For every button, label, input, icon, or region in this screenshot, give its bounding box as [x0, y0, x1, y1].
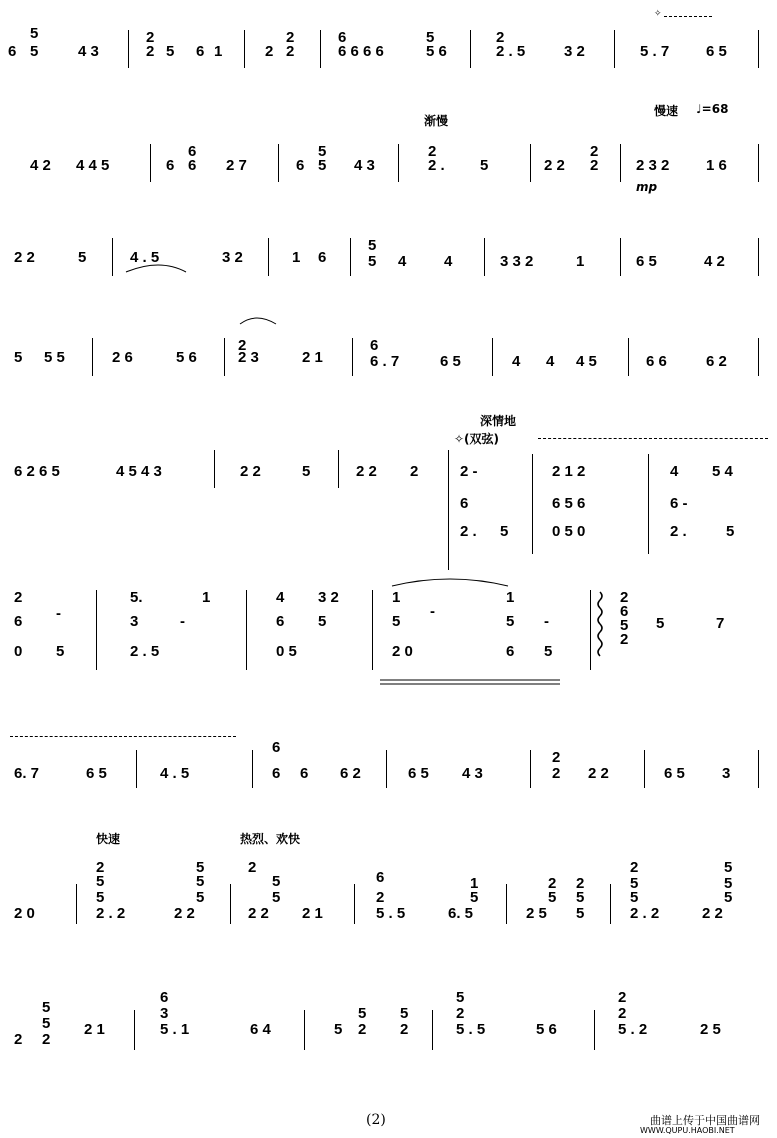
note-group: 5	[576, 889, 585, 906]
note-group: 2	[590, 157, 599, 174]
note-group: -	[430, 603, 435, 620]
note-group: 5 4	[712, 463, 733, 480]
expression-label: 深情地	[480, 414, 517, 428]
note-group: 2 2	[14, 249, 35, 266]
note-group: 2 2	[702, 905, 723, 922]
note-group: 1	[470, 875, 479, 892]
note-group: 5	[426, 29, 435, 46]
note-group: 5	[358, 1005, 367, 1022]
note-group: 2	[630, 859, 639, 876]
note-group: 4 . 5	[130, 249, 160, 266]
note-group: 4 3	[78, 43, 99, 60]
note-group: 5	[78, 249, 87, 266]
note-group: 2 3	[238, 349, 259, 366]
note-group: 5	[42, 999, 51, 1016]
note-group: 5 6	[426, 43, 447, 60]
note-group: 1	[506, 589, 515, 606]
note-group: 1	[292, 249, 301, 266]
note-group: 6 5	[408, 765, 429, 782]
note-group: 4 3	[354, 157, 375, 174]
note-group: 6. 5	[448, 905, 474, 922]
note-group: 2 . 5	[130, 643, 160, 660]
note-group: 4	[546, 353, 555, 370]
note-group: 5	[576, 905, 585, 922]
tempo-mark: ♩=68	[696, 102, 729, 116]
note-group: 4	[444, 253, 453, 270]
note-group: 2	[286, 43, 295, 60]
note-group: 2 .	[428, 157, 445, 174]
note-group: 2	[618, 989, 627, 1006]
dynamic-mark: mp	[636, 180, 658, 194]
note-group: 2	[14, 589, 23, 606]
note-group: 2	[14, 1031, 23, 1048]
note-group: 2	[146, 29, 155, 46]
note-group: 0 5	[276, 643, 297, 660]
note-group: 5	[302, 463, 311, 480]
note-group: 5	[368, 237, 377, 254]
note-group: 2	[548, 875, 557, 892]
note-group: 5	[620, 617, 629, 634]
note-group: 3 3 2	[500, 253, 534, 270]
note-group: 6 . 7	[370, 353, 400, 370]
note-group: 6. 7	[14, 765, 40, 782]
note-group: 2 -	[460, 463, 478, 480]
technique-label: ✧(双弦)	[454, 432, 500, 446]
note-group: 0 5 0	[552, 523, 586, 540]
note-group: 4	[670, 463, 679, 480]
note-group: 5	[30, 43, 39, 60]
note-group: 2 2	[356, 463, 377, 480]
note-group: 2	[590, 143, 599, 160]
note-group: 5 . 7	[640, 43, 670, 60]
note-group: 6 5	[86, 765, 107, 782]
note-group: 5	[456, 989, 465, 1006]
note-group: 5	[400, 1005, 409, 1022]
note-group: 5	[630, 889, 639, 906]
note-group: 3	[130, 613, 139, 630]
note-group: 6	[188, 157, 197, 174]
note-group: 5	[30, 25, 39, 42]
note-group: 2 0	[14, 905, 35, 922]
note-group: 6 -	[670, 495, 688, 512]
note-group: 2 3 2	[636, 157, 670, 174]
note-group: 5	[166, 43, 175, 60]
note-group: 2 5	[526, 905, 547, 922]
note-group: 5	[318, 157, 327, 174]
note-group: 2	[620, 631, 629, 648]
note-group: 6	[14, 613, 23, 630]
note-group: 6	[338, 29, 347, 46]
note-group: 5	[196, 859, 205, 876]
note-group: 1	[202, 589, 211, 606]
note-group: 6	[196, 43, 205, 60]
note-group: 2 . 5	[496, 43, 526, 60]
note-group: 2 5	[700, 1021, 721, 1038]
note-group: 2	[552, 765, 561, 782]
note-group: 2 . 2	[630, 905, 660, 922]
note-group: 5.	[130, 589, 143, 606]
note-group: 2	[376, 889, 385, 906]
note-group: 5	[470, 889, 479, 906]
note-group: 2 1 2	[552, 463, 586, 480]
note-group: 5	[196, 889, 205, 906]
note-group: 2	[400, 1021, 409, 1038]
note-group: 2 1	[84, 1021, 105, 1038]
note-group: 2	[248, 859, 257, 876]
note-group: 4 5	[576, 353, 597, 370]
note-group: 5	[726, 523, 735, 540]
note-group: 5	[96, 873, 105, 890]
note-group: 4 . 5	[160, 765, 190, 782]
note-group: 3 2	[564, 43, 585, 60]
note-group: 6 2	[706, 353, 727, 370]
note-group: 5	[544, 643, 553, 660]
note-group: 2	[576, 875, 585, 892]
note-group: 4 3	[462, 765, 483, 782]
note-group: 2	[96, 859, 105, 876]
expression-label: 热烈、欢快	[240, 832, 301, 846]
note-group: 1 6	[706, 157, 727, 174]
note-group: 6	[370, 337, 379, 354]
note-group: 6	[318, 249, 327, 266]
tempo-label: 渐慢	[424, 114, 449, 128]
note-group: 5 6	[536, 1021, 557, 1038]
note-group: 5	[368, 253, 377, 270]
note-group: 2	[428, 143, 437, 160]
note-group: 2	[358, 1021, 367, 1038]
note-group: 6	[460, 495, 469, 512]
note-group: 2 0	[392, 643, 413, 660]
note-group: 3 2	[318, 589, 339, 606]
note-group: 6 5 6	[552, 495, 586, 512]
note-group: 5 6	[176, 349, 197, 366]
note-group: 4	[398, 253, 407, 270]
note-group: 2	[42, 1031, 51, 1048]
note-group: 2	[496, 29, 505, 46]
note-group: 2 2	[544, 157, 565, 174]
note-group: 2 2	[174, 905, 195, 922]
note-group: 0	[14, 643, 23, 660]
note-group: 6	[272, 765, 281, 782]
note-group: 6	[376, 869, 385, 886]
note-group: 4	[276, 589, 285, 606]
note-group: 4 4 5	[76, 157, 110, 174]
note-group: 2	[265, 43, 274, 60]
note-group: -	[180, 613, 185, 630]
note-group: 6 5	[706, 43, 727, 60]
note-group: 6 6	[646, 353, 667, 370]
note-group: 1	[214, 43, 223, 60]
note-group: 1	[576, 253, 585, 270]
watermark-url: WWW.QUPU.HAOBI.NET	[640, 1126, 735, 1135]
note-group: 5 5	[44, 349, 65, 366]
note-group: 4	[512, 353, 521, 370]
note-group: 5	[318, 613, 327, 630]
note-group: 2	[238, 337, 247, 354]
note-group: 5	[548, 889, 557, 906]
note-group: 6	[166, 157, 175, 174]
note-group: 3	[160, 1005, 169, 1022]
note-group: 6 2 6 5	[14, 463, 60, 480]
note-group: 6	[188, 143, 197, 160]
note-group: 5	[500, 523, 509, 540]
note-group: 2 .	[670, 523, 687, 540]
note-group: 6 5	[440, 353, 461, 370]
note-group: 6 4	[250, 1021, 271, 1038]
note-group: 3 2	[222, 249, 243, 266]
note-group: 2	[552, 749, 561, 766]
note-group: 5 . 5	[456, 1021, 486, 1038]
tempo-label: 快速	[96, 832, 121, 846]
note-group: 4 2	[704, 253, 725, 270]
note-group: 5 . 1	[160, 1021, 190, 1038]
note-group: 2 .	[460, 523, 477, 540]
note-group: 2 7	[226, 157, 247, 174]
note-group: 5	[272, 873, 281, 890]
note-group: 6 6 6 6	[338, 43, 384, 60]
note-group: 1	[392, 589, 401, 606]
note-group: 5	[506, 613, 515, 630]
note-group: 6	[160, 989, 169, 1006]
note-group: 2	[410, 463, 419, 480]
note-group: 6	[272, 739, 281, 756]
note-group: 6	[300, 765, 309, 782]
note-group: 5	[724, 875, 733, 892]
note-group: 6 5	[636, 253, 657, 270]
note-group: 2	[456, 1005, 465, 1022]
note-group: 6	[296, 157, 305, 174]
note-group: 6	[276, 613, 285, 630]
note-group: 5	[630, 875, 639, 892]
note-group: 6 5	[664, 765, 685, 782]
note-group: 5	[334, 1021, 343, 1038]
note-group: 2 2	[588, 765, 609, 782]
note-group: 2 1	[302, 905, 323, 922]
note-group: 2 . 2	[96, 905, 126, 922]
note-group: 2 2	[240, 463, 261, 480]
note-group: 5 . 2	[618, 1021, 648, 1038]
note-group: 5	[480, 157, 489, 174]
note-group: 5	[42, 1015, 51, 1032]
note-group: -	[544, 613, 549, 630]
note-group: 7	[716, 615, 725, 632]
note-group: 2	[286, 29, 295, 46]
note-group: 5	[724, 889, 733, 906]
note-group: 5	[724, 859, 733, 876]
note-group: 5	[656, 615, 665, 632]
note-group: 2 1	[302, 349, 323, 366]
note-group: 2 6	[112, 349, 133, 366]
note-group: 5	[392, 613, 401, 630]
note-group: 6	[506, 643, 515, 660]
note-group: 5	[56, 643, 65, 660]
note-group: 5	[196, 873, 205, 890]
note-group: 5 . 5	[376, 905, 406, 922]
note-group: 5	[272, 889, 281, 906]
note-group: 4 2	[30, 157, 51, 174]
note-group: 2	[618, 1005, 627, 1022]
watermark-text: 曲谱上传于中国曲谱网	[650, 1114, 760, 1127]
note-group: 3	[722, 765, 731, 782]
note-group: 2 2	[248, 905, 269, 922]
ornament-star: ✧	[654, 9, 662, 19]
note-group: 5	[318, 143, 327, 160]
note-group: 6	[620, 603, 629, 620]
note-group: 2	[620, 589, 629, 606]
note-group: 6 2	[340, 765, 361, 782]
note-group: 5	[96, 889, 105, 906]
note-group: -	[56, 605, 61, 622]
note-group: 6	[8, 43, 17, 60]
tempo-label: 慢速	[654, 104, 679, 118]
note-group: 4 5 4 3	[116, 463, 162, 480]
note-group: 5	[14, 349, 23, 366]
page-number: (2)	[366, 1112, 386, 1128]
note-group: 2	[146, 43, 155, 60]
